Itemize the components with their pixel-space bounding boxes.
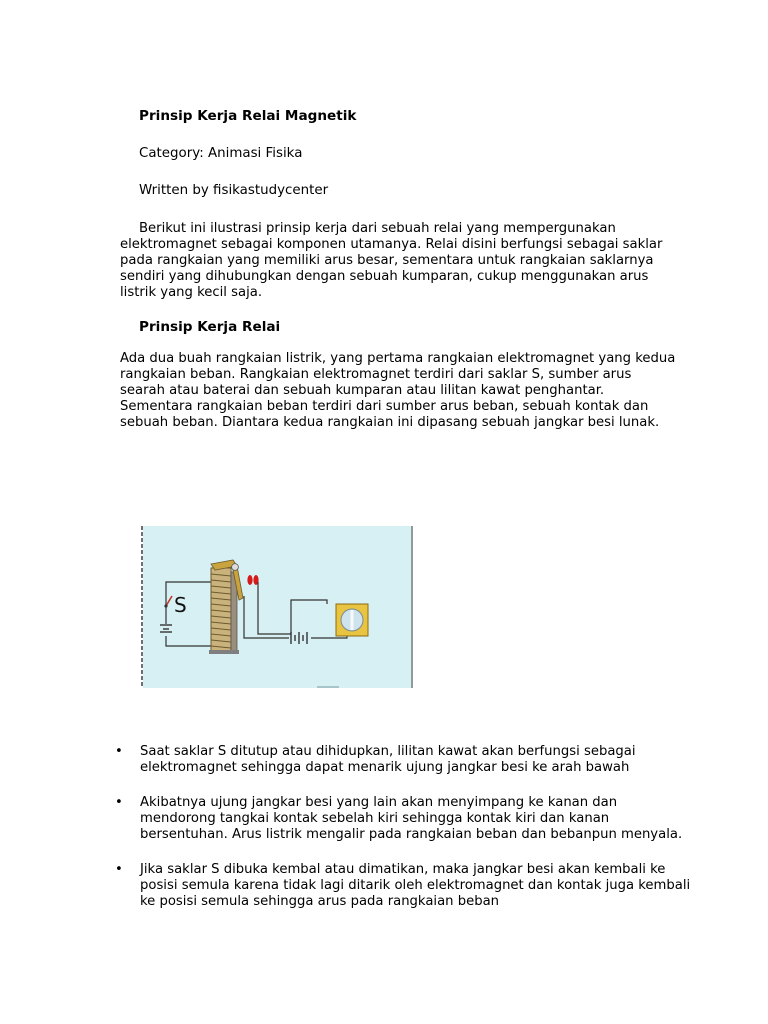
switch-pivot <box>164 604 167 607</box>
list-item <box>113 744 693 776</box>
switch-label: S <box>174 593 187 617</box>
list-item-text: Akibatnya ujung jangkar besi yang lain akan menyimpang ke kanan dan mendorong tangkai kontak sebelah kiri sehingga kontak kiri dan kanan bersentuhan. Arus listrik mengalir pada rangkaian beban dan bebanpun menyala. <box>140 795 683 842</box>
section-heading: Prinsip Kerja Relai <box>139 319 281 335</box>
bullet-marker: • <box>115 744 123 759</box>
list-item-text: Saat saklar S ditutup atau dihidupkan, lilitan kawat akan berfungsi sebagai elektromagnet sehingga dapat menarik ujung jangkar besi ke arah bawah <box>140 744 636 775</box>
list-item-text: Jika saklar S dibuka kembal atau dimatikan, maka jangkar besi akan kembali ke posisi semula karena tidak lagi ditarik oleh elektromagnet dan kontak juga kembali ke posisi semula sehingga arus pada rangkaian beban <box>140 862 691 909</box>
document-title: Prinsip Kerja Relai Magnetik <box>139 108 357 124</box>
relay-illustration <box>141 526 413 688</box>
list-item <box>113 795 693 843</box>
bullet-marker: • <box>115 795 123 810</box>
bullet-list <box>113 744 693 929</box>
list-item <box>113 862 693 910</box>
contact-left <box>247 575 252 585</box>
section-paragraph: Ada dua buah rangkaian listrik, yang pertama rangkaian elektromagnet yang kedua rangkaian beban. Rangkaian elektromagnet terdiri dari saklar S, sumber arus searah atau baterai dan sebuah kumparan atau lilitan kawat penghantar. Sementara rangkaian beban terdiri dari sumber arus beban, sebuah kontak dan sebuah beban. Diantara kedua rangkaian ini dipasang sebuah jangkar besi lunak. <box>120 351 676 430</box>
diagram-bottom-mark <box>317 686 339 688</box>
intro-paragraph: Berikut ini ilustrasi prinsip kerja dari sebuah relai yang mempergunakan elektromagnet sebagai komponen utamanya. Relai disini berfungsi sebagai saklar pada rangkaian yang memiliki arus besar, sementara untuk rangkaian saklarnya sendiri yang dihubungkan dengan sebuah kumparan, cukup menggunakan arus listrik yang kecil saja. <box>120 221 663 300</box>
category-line: Category: Animasi Fisika <box>139 146 303 161</box>
author-line: Written by fisikastudycenter <box>139 183 329 198</box>
armature-pivot <box>232 564 239 571</box>
bullet-marker: • <box>115 862 123 877</box>
relay-diagram-svg <box>141 526 413 688</box>
relay-base <box>209 650 239 654</box>
